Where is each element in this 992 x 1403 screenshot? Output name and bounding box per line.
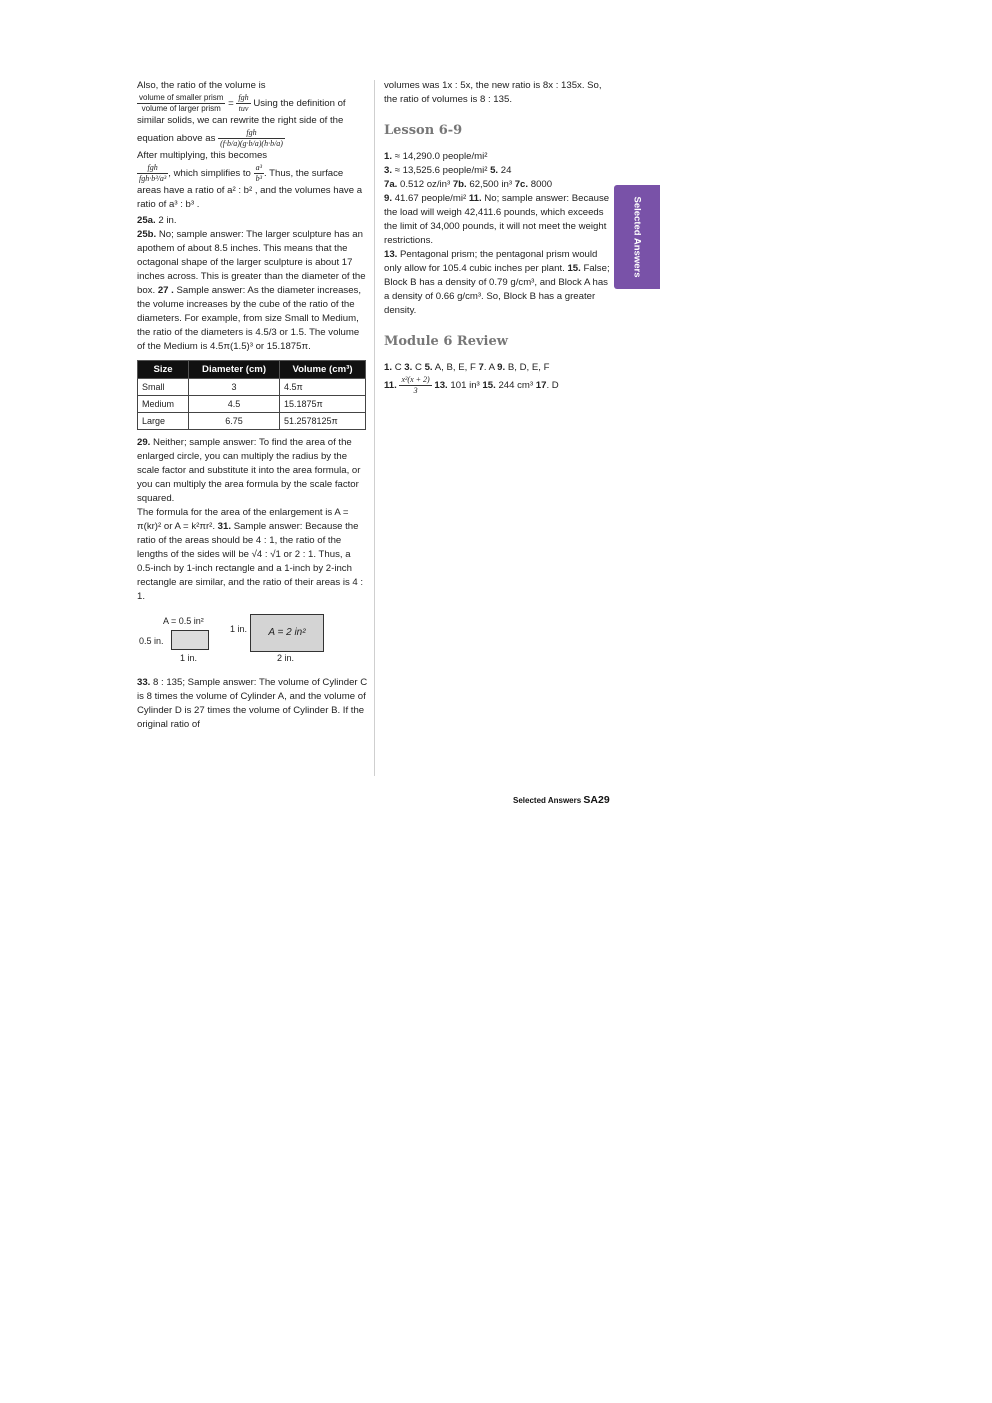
ratio-paragraph: Also, the ratio of the volume is $\frac{\text{volume of smaller prism}}{\text{volume of larger prism}}$ = $\frac{\text{fgh}}{\text{tuv}}$ Using the definition of similar solids, we can rewrite the right side of the equation above as $\frac{\text{fgh}}{(f\cdot b/a)(g\cdot b/a)(h\cdot b/a)}$ — [137, 80, 346, 148]
table-cell: Small — [138, 379, 189, 396]
large-rectangle — [250, 614, 324, 652]
answer-29 — [137, 436, 369, 506]
selected-answers-tab-label: Selected Answers — [631, 196, 643, 278]
column-header-volume: Volume (cm³) — [279, 361, 365, 379]
left-column — [137, 79, 369, 732]
answer-text: A, B, E, F — [434, 362, 476, 373]
answer-text: 24 — [500, 165, 512, 176]
table-cell: 6.75 — [189, 413, 280, 430]
answer-text: Sample answer: Because the ratio of the areas should be 4 : 1, the ratio of the lengths of the sides will be √4 : √1 or 2 : 1. Thus, a 0.5-inch by 1-inch rectangle and a 1-inch by 2-inch rectangle are similar, and the ratio of their areas is 4 : 1. — [137, 521, 364, 602]
answer-number: 3. — [384, 165, 393, 176]
answer-text: 101 in³ — [450, 380, 480, 392]
table-cell: 3 — [189, 379, 280, 396]
answer-text: Pentagonal prism; the pentagonal prism would only allow for 105.4 cubic inches per plant. — [384, 249, 598, 274]
volume-fraction — [137, 93, 225, 114]
answer-number: 11. — [468, 193, 482, 204]
page-footer — [513, 794, 610, 806]
fraction-numerator: fgh — [238, 93, 249, 102]
fraction-numerator: fgh — [218, 128, 285, 139]
answer-number: 7a. — [384, 179, 398, 190]
fraction-denominator: b³ — [255, 174, 262, 183]
fraction-numerator: a³ — [255, 163, 262, 172]
lesson-answers — [384, 150, 610, 318]
answer-text: B, D, E, F — [507, 362, 550, 373]
answer-number: 29. — [137, 437, 151, 448]
fraction-denominator: volume of larger prism — [141, 104, 221, 113]
large-rect-height-label: 1 in. — [230, 624, 248, 634]
table-cell: 4.5 — [189, 396, 280, 413]
answer-text: 41.67 people/mi² — [394, 193, 467, 204]
answer-25b-27 — [137, 228, 369, 354]
answer-text: . D — [546, 380, 559, 392]
answer-text: 62,500 in³ — [469, 179, 513, 190]
answer-number: 7b. — [452, 179, 467, 190]
answer-33 — [137, 676, 369, 732]
text-after-multiplying: After multiplying, this becomes — [137, 150, 268, 161]
fraction-denominator: (f·b/a)(g·b/a)(h·b/a) — [220, 139, 283, 148]
module-heading: Module 6 Review — [384, 334, 508, 349]
answer-number: 9. — [497, 362, 506, 373]
table-cell: 51.2578125π — [279, 413, 365, 430]
small-rect-height-label: 0.5 in. — [139, 636, 164, 646]
answer-text: No; sample answer: The larger sculpture has an apothem of about 8.5 inches. This means that the octagonal shape of the larger sculpture is about 17 inches across. This is greater than the diameter of the box. — [137, 229, 366, 296]
large-rect-area-label: A = 2 in² — [268, 627, 306, 638]
answer-11-fraction — [399, 375, 431, 396]
answer-number: 1. — [384, 362, 393, 373]
table-row — [138, 413, 366, 430]
column-divider — [374, 80, 375, 776]
answer-number: 5. — [490, 165, 499, 176]
answer-number: 1. — [384, 151, 393, 162]
fraction-denominator: fgh·b³/a³ — [139, 174, 167, 183]
large-rect-width-label: 2 in. — [277, 653, 295, 663]
answer-number: 33. — [137, 677, 151, 688]
module-answers — [384, 361, 610, 396]
text-surface-ratio: . Thus, the surface areas have a ratio of a² : b² , and the volumes have a ratio of a³ : b³ . — [137, 168, 363, 210]
small-rect-width-label: 1 in. — [180, 653, 198, 663]
fraction-numerator: fgh — [137, 163, 168, 174]
answer-number: 15. — [567, 263, 581, 274]
footer-label: Selected Answers — [513, 796, 582, 805]
answer-text: 2 in. — [158, 215, 177, 226]
answer-number: 13. — [434, 380, 448, 392]
answer-number: 7 — [478, 362, 484, 373]
table-cell: Large — [138, 413, 189, 430]
table-header-row — [138, 361, 366, 379]
answer-text: Neither; sample answer: To find the area of the enlarged circle, you can multiply the radius by the scale factor and substitute it into the area formula, or you can multiply the area formula by the scale factor squared. — [137, 437, 361, 504]
text-simplifies: , which simplifies to — [168, 168, 251, 180]
answer-number: 11. — [384, 380, 397, 392]
multiplied-fraction — [137, 163, 168, 184]
table-cell: 15.1875π — [279, 396, 365, 413]
table-row — [138, 396, 366, 413]
answer-text: C — [394, 362, 402, 373]
text-definition: Using the definition of similar solids, we can rewrite the right side of the equation above as — [137, 98, 346, 145]
answer-number: 13. — [384, 249, 398, 260]
column-header-size: Size — [138, 361, 189, 379]
answer-number: 7c. — [514, 179, 529, 190]
small-rectangle — [171, 630, 209, 650]
table-cell: 4.5π — [279, 379, 365, 396]
simplified-fraction — [254, 163, 264, 184]
fraction-numerator: volume of smaller prism — [139, 93, 224, 102]
answer-text: ≈ 14,290.0 people/mi² — [394, 151, 488, 162]
lesson-heading: Lesson 6-9 — [384, 123, 463, 138]
answer-text: ≈ 13,525.6 people/mi² — [394, 165, 488, 176]
answer-text: 8000 — [530, 179, 553, 190]
fgh-fraction — [236, 93, 250, 114]
answer-number: 25b. — [137, 229, 157, 240]
answer-text: 0.512 oz/in³ — [400, 179, 451, 190]
fraction-numerator: x²(x + 2) — [401, 375, 430, 384]
answer-text: False; Block B has a density of 0.79 g/cm³, and Block A has a density of 0.66 g/cm³. So, Block B has a greater density. — [384, 263, 610, 316]
table-row — [138, 379, 366, 396]
answer-number: 27 . — [157, 285, 174, 296]
answer-number: 3. — [404, 362, 413, 373]
answer-number: 31. — [217, 521, 232, 532]
right-column — [384, 79, 610, 396]
answer-text: C — [414, 362, 422, 373]
text-ratio-intro: Also, the ratio of the volume is — [137, 80, 266, 91]
answer-number: 9. — [384, 193, 393, 204]
rewrite-fraction — [218, 128, 285, 149]
multiply-paragraph — [137, 149, 369, 212]
fraction-denominator: tuv — [238, 104, 249, 113]
answer-number: 5. — [424, 362, 433, 373]
column-header-diameter: Diameter (cm) — [189, 361, 280, 379]
answer-text: No; sample answer: Because the load will weigh 42,411.6 pounds, which exceeds the limit of 34,000 pounds, it will not meet the weight restrictions. — [384, 193, 610, 246]
answer-number: 17 — [535, 380, 547, 392]
answer-29-31 — [137, 506, 369, 604]
answer-number: 25a. — [137, 215, 156, 226]
answer-text: . A — [483, 362, 495, 373]
answer-text: The formula for the area of the enlargement is A = π(kr)² or A = k²πr². — [137, 507, 349, 532]
page-number: SA29 — [583, 794, 610, 806]
answer-33-continued: volumes was 1x : 5x, the new ratio is 8x : 135x. So, the ratio of volumes is 8 : 135. — [384, 80, 602, 105]
answer-text: 8 : 135; Sample answer: The volume of Cylinder C is 8 times the volume of Cylinder A, and the volume of Cylinder D is 27 times the volume of Cylinder B. If the original ratio of — [137, 677, 368, 730]
answer-number: 15. — [482, 380, 496, 392]
diameter-volume-table — [137, 360, 366, 430]
similar-rectangles-diagram — [137, 614, 369, 666]
answer-text: 244 cm³ — [498, 380, 534, 392]
small-rect-area-label: A = 0.5 in² — [163, 616, 204, 626]
fraction-denominator: 3 — [413, 386, 418, 395]
answer-text: Sample answer: As the diameter increases, the volume increases by the cube of the ratio of the diameters. For example, from size Small to Medium, the ratio of the diameters is 4.5/3 or 1.5. The volume of the Medium is 4.5π(1.5)³ or 15.1875π. — [137, 285, 362, 352]
table-cell: Medium — [138, 396, 189, 413]
answer-25a — [137, 214, 369, 228]
